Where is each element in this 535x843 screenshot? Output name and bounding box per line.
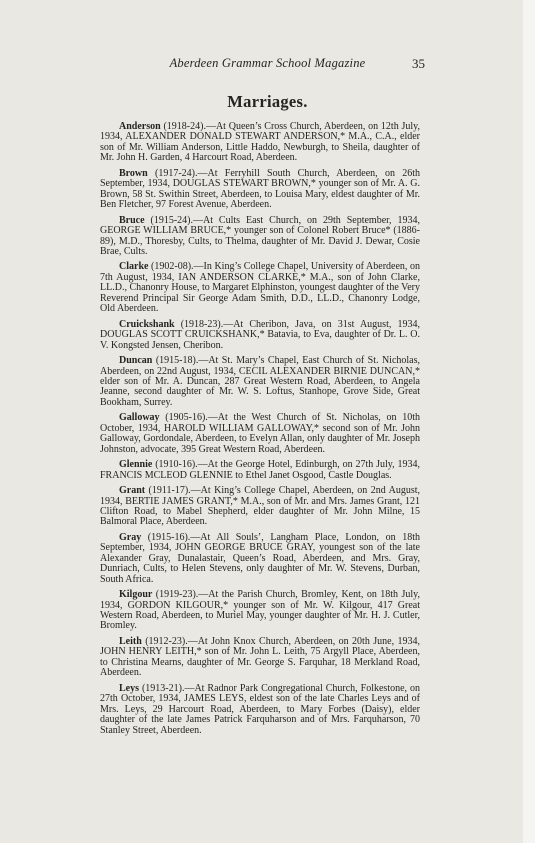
- entry-text: (1911-17).—At King’s College Chapel, Aberdeen, on 2nd August, 1934, BERTIE JAMES GRANT,* M.A., son of Mr. and Mrs. James Grant, 121 Clifton Road, to Mabel Shepherd, elder daughter of Mr. John Milne, 15 Balmoral Place, Aberdeen.: [100, 485, 420, 528]
- entry-surname: Grant: [119, 485, 146, 497]
- running-title: Aberdeen Grammar School Magazine: [169, 56, 366, 70]
- entry-surname: Galloway: [119, 412, 160, 424]
- marriage-entry-gray: [100, 533, 420, 585]
- marriage-entry-bruce: [100, 216, 420, 258]
- entry-text: (1912-23).—At John Knox Church, Aberdeen, on 20th June, 1934, JOHN HENRY LEITH,* son of Mr. John L. Leith, 75 Argyll Place, Aberdeen, to Christina Mearns, daughter of Mr. George S. Farquhar, 18 Merkland Road, Aberdeen.: [100, 635, 420, 679]
- entry-surname: Anderson: [119, 121, 161, 132]
- page-number: 35: [412, 56, 425, 71]
- marriage-entry-leith: [100, 637, 420, 679]
- entry-surname: Gray: [119, 531, 142, 543]
- entry-text: (1913-21).—At Radnor Park Congregational Church, Folkestone, on 27th October, 1934, JAMES LEYS, eldest son of the late Charles Leys and of Mrs. Leys, 29 Harcourt Road, Aberdeen, to Mary Forbes (Daisy), elder daughter of the late James Patrick Farquharson and of Mrs. Farquharson, 70 Stanley Street, Aberdeen.: [100, 682, 420, 736]
- entry-text: (1917-24).—At Ferryhill South Church, Aberdeen, on 26th September, 1934, DOUGLAS STEWART BROWN,* younger son of Mr. A. G. Brown, 58 St. Swithin Street, Aberdeen, to Louisa Mary, eldest daughter of Mr. Ben Fletcher, 97 Forest Avenue, Aberdeen.: [100, 167, 420, 211]
- entry-text: (1919-23).—At the Parish Church, Bromley, Kent, on 18th July, 1934, GORDON KILGOUR,* younger son of Mr. W. Kilgour, 417 Great Western Road, Aberdeen, to Muriel May, younger daughter of Mr. H. J. Cutler, Bromley.: [100, 589, 420, 632]
- marriage-entries: [100, 122, 420, 741]
- scan-page-edge: [523, 0, 535, 843]
- entry-text: (1918-24).—At Queen’s Cross Church, Aberdeen, on 12th July, 1934, ALEXANDER DONALD STEWART ANDERSON,* M.A., C.A., elder son of Mr. William Anderson, Little Haddo, Newburgh, to Sheila, daughter of Mr. John H. Garden, 4 Harcourt Road, Aberdeen.: [100, 121, 420, 164]
- entry-text: (1910-16).—At the George Hotel, Edinburgh, on 27th July, 1934, FRANCIS MCLEOD GLENNIE to Ethel Janet Osgood, Castle Douglas.: [100, 459, 420, 481]
- entry-text: (1905-16).—At the West Church of St. Nicholas, on 10th October, 1934, HAROLD WILLIAM GALLOWAY,* second son of Mr. John Galloway, Gordondale, Aberdeen, to Evelyn Allan, only daughter of Mr. Joseph Johnston, advocate, 395 Great Western Road, Aberdeen.: [100, 412, 420, 455]
- entry-surname: Kilgour: [119, 589, 153, 601]
- entry-text: (1918-23).—At Cheribon, Java, on 31st August, 1934, DOUGLAS SCOTT CRUICKSHANK,* Batavia, to Eva, daughter of Dr. L. O. V. Kongsted Jensen, Cheribon.: [100, 318, 420, 351]
- entry-surname: Bruce: [119, 214, 145, 226]
- entry-surname: Clarke: [119, 261, 149, 273]
- section-title: Marriages.: [227, 92, 308, 111]
- entry-text: (1902-08).—In King’s College Chapel, University of Aberdeen, on 7th August, 1934, IAN ANDERSON CLARKE,* M.A., son of John Clarke, LL.D., Chanonry House, to Margaret Elphinston, youngest daughter of the Very Reverend Principal Sir George Adam Smith, D.D., LL.D., Chanonry Lodge, Old Aberdeen.: [100, 261, 420, 315]
- marriage-entry-galloway: [100, 413, 420, 455]
- entry-surname: Glennie: [119, 459, 153, 471]
- marriage-entry-brown: [100, 169, 420, 211]
- marriage-entry-leys: [100, 684, 420, 736]
- marriage-entry-kilgour: [100, 590, 420, 632]
- marriage-entry-clarke: [100, 262, 420, 314]
- entry-surname: Cruickshank: [119, 318, 175, 330]
- entry-text: (1915-24).—At Cults East Church, on 29th September, 1934, GEORGE WILLIAM BRUCE,* younger son of Colonel Robert Bruce* (1886-89), M.D., Thoresby, Cults, to Thelma, daughter of Mr. David J. Dewar, Cosie Brae, Cults.: [100, 214, 420, 257]
- entry-surname: Leys: [119, 682, 139, 694]
- marriage-entry-anderson: [100, 122, 420, 164]
- page-header: [0, 56, 535, 76]
- entry-text: (1915-16).—At All Souls’, Langham Place, London, on 18th September, 1934, JOHN GEORGE BRUCE GRAY, youngest son of the late Alexander Gray, Dunalastair, Queen’s Road, Aberdeen, and Mrs. Gray, Dunriach, Cults, to Helen Stevens, only daughter of Mr. W. Stevens, Durban, South Africa.: [100, 531, 420, 585]
- marriage-entry-duncan: [100, 356, 420, 408]
- entry-surname: Leith: [119, 635, 142, 647]
- entry-surname: Duncan: [119, 355, 153, 367]
- marriage-entry-cruickshank: [100, 320, 420, 351]
- entry-text: (1915-18).—At St. Mary’s Chapel, East Church of St. Nicholas, Aberdeen, on 22nd August, 1934, CECIL ALEXANDER BIRNIE DUNCAN,* elder son of Mr. A. Duncan, 287 Great Western Road, Aberdeen, to Angela Jeanne, second daughter of Mr. W. S. Loftus, Stanhope, Grove Side, Great Bookham, Surrey.: [100, 355, 420, 408]
- entry-surname: Brown: [119, 167, 148, 179]
- marriage-entry-glennie: [100, 460, 420, 481]
- marriage-entry-grant: [100, 486, 420, 528]
